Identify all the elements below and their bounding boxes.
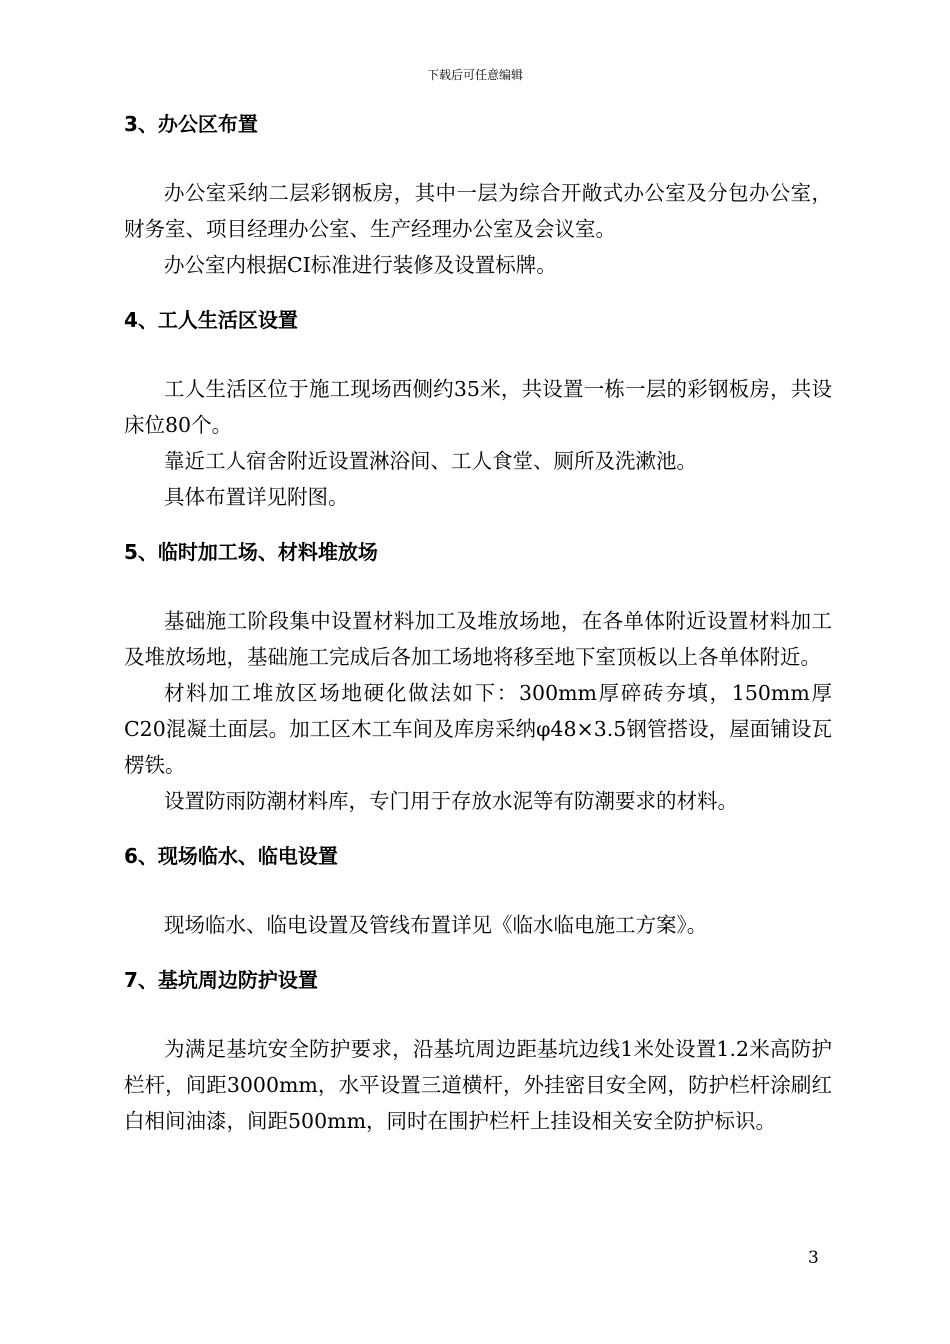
section-heading: 6、现场临水、临电设置 [124,844,338,868]
section-body [124,175,832,283]
page-number: 3 [808,1248,819,1268]
paragraph: 基础施工阶段集中设置材料加工及堆放场地，在各单体附近设置材料加工及堆放场地，基础施工完成后各加工场地将移至地下室顶板以上各单体附近。 [124,609,832,669]
paragraph: 办公室内根据CI标准进行装修及设置标牌。 [164,253,557,277]
section-worker-living-area [124,301,832,515]
paragraph: 设置防雨防潮材料库，专门用于存放水泥等有防潮要求的材料。 [164,789,738,813]
section-heading: 7、基坑周边防护设置 [124,968,318,992]
document-body [124,105,832,1157]
page-header-note: 下载后可任意编辑 [426,68,523,82]
section-site-water-power [124,837,832,943]
section-heading: 3、办公区布置 [124,112,258,136]
paragraph: 材料加工堆放区场地硬化做法如下：300mm厚碎砖夯填，150mm厚C20混凝土面层。加工区木工车间及库房采纳φ48×3.5钢管搭设，屋面铺设瓦楞铁。 [124,681,832,777]
paragraph: 工人生活区位于施工现场西侧约35米，共设置一栋一层的彩钢板房，共设床位80个。 [124,377,832,437]
section-body [124,1031,832,1139]
section-heading: 5、临时加工场、材料堆放场 [124,540,378,564]
section-office-area [124,105,832,283]
paragraph: 现场临水、临电设置及管线布置详见《临水临电施工方案》。 [164,913,708,937]
section-body [124,907,832,943]
paragraph: 为满足基坑安全防护要求，沿基坑周边距基坑边线1米处设置1.2米高防护栏杆，间距3000mm，水平设置三道横杆，外挂密目安全网，防护栏杆涂刷红白相间油漆，间距500mm，同时在围护栏杆上挂设相关安全防护标识。 [124,1037,832,1133]
section-temporary-processing-yard [124,533,832,819]
section-pit-perimeter-protection [124,961,832,1139]
paragraph: 办公室采纳二层彩钢板房，其中一层为综合开敞式办公室及分包办公室，财务室、项目经理办公室、生产经理办公室及会议室。 [124,181,832,241]
paragraph: 靠近工人宿舍附近设置淋浴间、工人食堂、厕所及洗漱池。 [164,449,697,473]
section-heading: 4、工人生活区设置 [124,308,298,332]
section-body [124,371,832,515]
paragraph: 具体布置详见附图。 [164,485,349,509]
section-body [124,603,832,819]
